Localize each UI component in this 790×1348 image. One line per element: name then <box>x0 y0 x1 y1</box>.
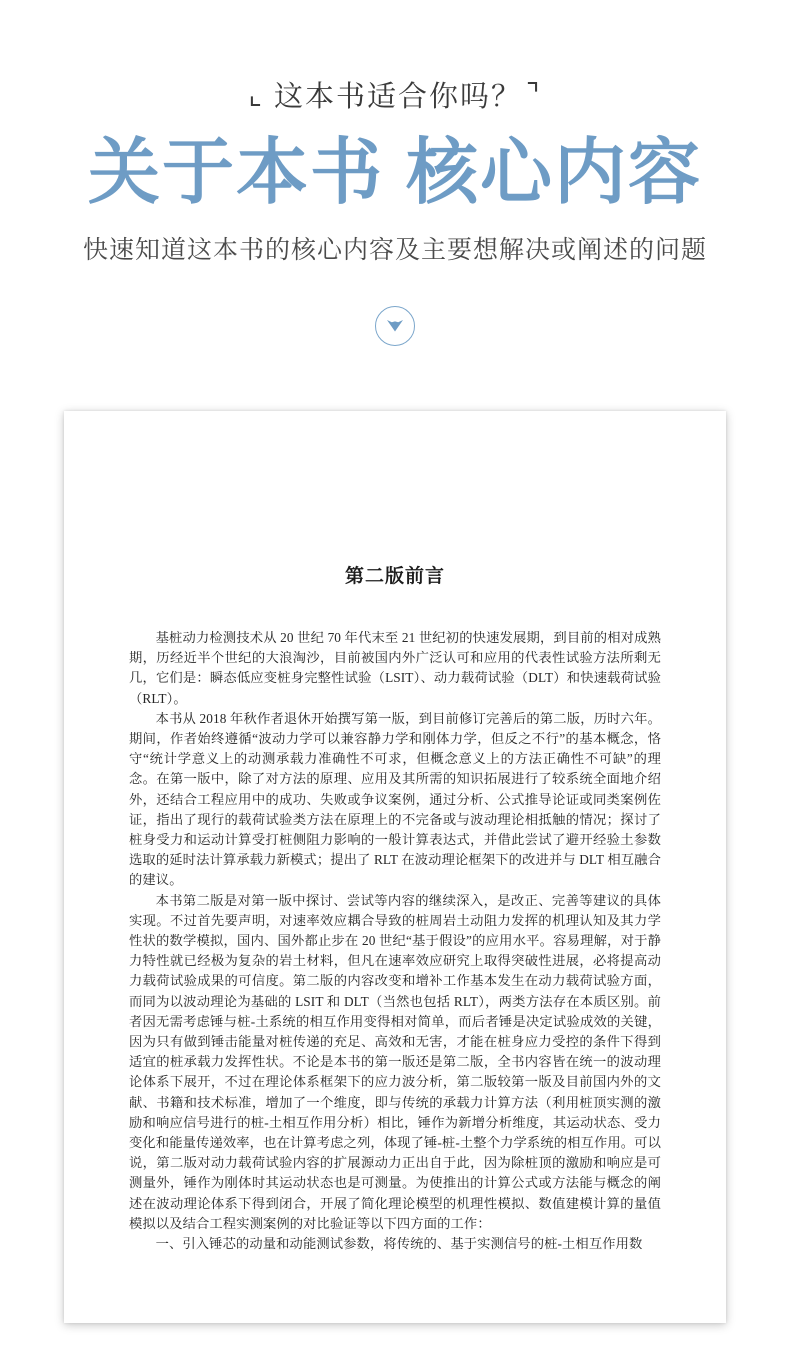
document-title: 第二版前言 <box>344 566 445 587</box>
eyebrow-text: 这本书适合你吗？ <box>273 81 522 113</box>
bracket-left-icon: ⌞ <box>248 79 264 111</box>
chevron-down-icon <box>385 318 405 334</box>
document-paragraph: 本书第二版是对第一版中探讨、尝试等内容的继续深入，是改正、完善等建议的具体实现。不过首先要声明，对速率效应耦合导致的桩周岩土动阻力发挥的机理认知及其力学性状的数学模拟，国内、国外都止步在 20 世纪“基于假设”的应用水平。容易理解，对于静力特性就已经极为复杂的岩土材料，但凡在速率效应研究上取得突破性进展，必将提高动力载荷试验成果的可信度。第二版的内容改变和增补工作基本发生在动力载荷试验方面，而同为以波动理论为基础的 LSIT 和 DLT（当然也包括 RLT），两类方法存在本质区别。前者因无需考虑锤与桩-土系统的相互作用变得相对简单，而后者锤是决定试验成效的关键，因为只有做到锤击能量对桩传递的充足、高效和无害，才能在桩身应力受控的条件下得到适宜的桩承载力发挥性状。不论是本书的第一版还是第二版，全书内容皆在统一的波动理论体系下展开，不过在理论体系框架下的应力波分析，第二版较第一版及目前国内外的文献、书籍和技术标准，增加了一个维度，即与传统的承载力计算方法（利用桩顶实测的激励和响应信号进行的桩-土相互作用分析）相比，锤作为新增分析维度，其运动状态、受力变化和能量传递效率，也在计算考虑之列，体现了锤-桩-土整个力学系统的相互作用。可以说，第二版对动力载荷试验内容的扩展源动力正出自于此，因为除桩顶的激励和响应是可测量外，锤作为刚体时其运动状态也是可测量。为使推出的计算公式或方法能与概念的阐述在波动理论体系下得到闭合，开展了简化理论模型的机理性模拟、数值建模计算的量值模拟以及结合工程实测案例的对比验证等以下四方面的工作： <box>129 892 661 1231</box>
document-paragraph: 基桩动力检测技术从 20 世纪 70 年代末至 21 世纪初的快速发展期，到目前的相对成熟期，历经近半个世纪的大浪淘沙，目前被国内外广泛认可和应用的代表性试验方法所剩无几，它们是：瞬态低应变桩身完整性试验（LSIT）、动力载荷试验（DLT）和快速载荷试验（RLT）。 <box>129 630 661 706</box>
document-paragraph: 一、引入锤芯的动量和动能测试参数，将传统的、基于实测信号的桩-土相互作用数 <box>155 1236 643 1252</box>
document-paragraph: 本书从 2018 年秋作者退休开始撰写第一版，到目前修订完善后的第二版，历时六年。期间，作者始终遵循“波动力学可以兼容静力学和刚体力学，但反之不行”的基本概念，恪守“统计学意义上的动测承载力准确性不可求，但概念意义上的方法正确性不可缺”的理念。在第一版中，除了对方法的原理、应用及其所需的知识拓展进行了较系统全面地介绍外，还结合工程应用中的成功、失败或争议案例，通过分析、公式推导论证或同类案例佐证，指出了现行的载荷试验类方法在原理上的不完备或与波动理论相抵触的情况；探讨了桩身受力和运动计算受打桩侧阻力影响的一般计算表达式，并借此尝试了避开经验土参数选取的延时法计算承载力新模式；提出了 RLT 在波动理论框架下的改进并与 DLT 相互融合的建议。 <box>129 710 661 888</box>
document-body <box>78 628 712 1254</box>
page-title <box>0 133 790 214</box>
eyebrow-label <box>0 78 790 117</box>
scroll-hint <box>0 306 790 346</box>
bracket-right-icon: ⌝ <box>526 79 542 111</box>
page-title-part2: 核心内容 <box>406 133 703 214</box>
hero-section <box>0 0 790 346</box>
page-title-part1: 关于本书 <box>87 133 384 214</box>
document-page <box>64 411 726 1323</box>
chevron-down-button[interactable] <box>375 306 415 346</box>
document-inner <box>64 561 726 1254</box>
page-subtitle: 快速知道这本书的核心内容及主要想解决或阐述的问题 <box>82 236 707 265</box>
